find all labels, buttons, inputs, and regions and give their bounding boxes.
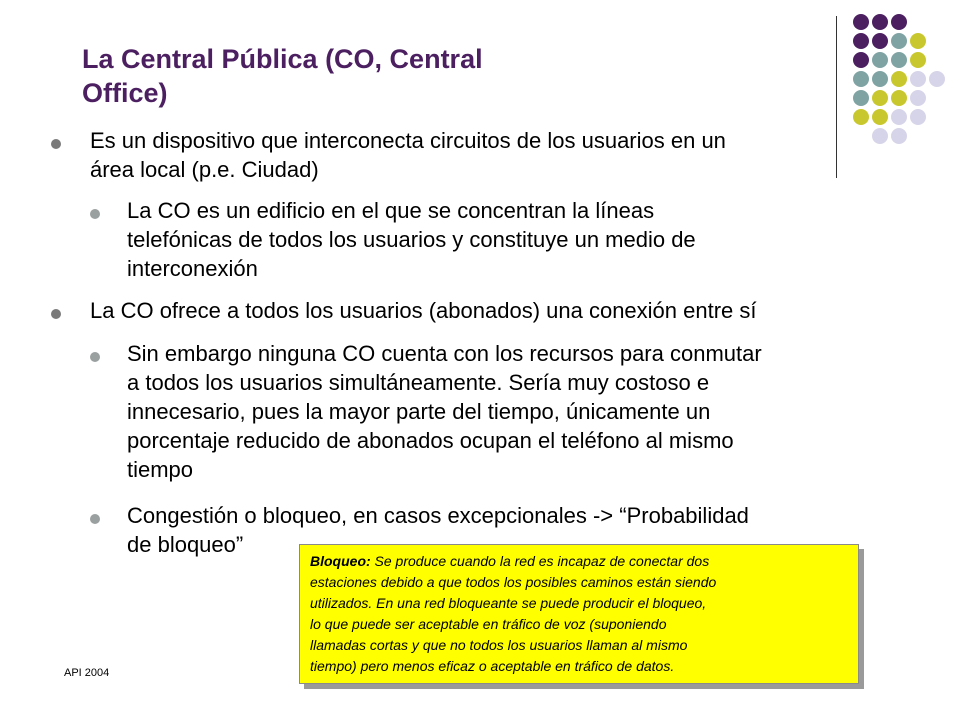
decorative-dot (853, 109, 869, 125)
decorative-vertical-line (836, 16, 837, 178)
decorative-dot (910, 90, 926, 106)
decorative-dot (872, 128, 888, 144)
footer-label: API 2004 (64, 667, 110, 679)
decorative-dot (891, 52, 907, 68)
decorative-dot (872, 109, 888, 125)
decorative-dot (853, 14, 869, 30)
callout-line: estaciones debido a que todos los posibles caminos están siendo (310, 574, 717, 590)
bullet-marker (90, 352, 100, 362)
decorative-dot (910, 33, 926, 49)
bullet-marker (51, 139, 61, 149)
decorative-dot (891, 14, 907, 30)
decorative-dot (872, 52, 888, 68)
bullet-line: interconexión (127, 256, 258, 281)
slide-title-line-1: La Central Pública (CO, Central (82, 44, 483, 74)
decorative-dot (910, 71, 926, 87)
decorative-dot (872, 71, 888, 87)
decorative-dot (910, 52, 926, 68)
callout-line-text: Se produce cuando la red es incapaz de conectar dos (370, 553, 710, 569)
slide-title-line-2: Office) (82, 78, 168, 108)
decorative-dot (872, 90, 888, 106)
decorative-dot (891, 90, 907, 106)
bullet-marker (90, 209, 100, 219)
decorative-dot (910, 109, 926, 125)
decorative-dot (891, 71, 907, 87)
callout-line: utilizados. En una red bloqueante se puede producir el bloqueo, (310, 595, 707, 611)
bullet-line: Congestión o bloqueo, en casos excepcionales -> “Probabilidad (127, 503, 749, 528)
decorative-dot (891, 128, 907, 144)
callout-box (299, 544, 859, 684)
bullet-line: de bloqueo” (127, 532, 244, 557)
callout-line: llamadas cortas y que no todos los usuarios llaman al mismo (310, 637, 688, 653)
decorative-dot (853, 71, 869, 87)
callout-line: tiempo) pero menos eficaz o aceptable en tráfico de datos. (310, 658, 675, 674)
decorative-dot (853, 52, 869, 68)
bullet-line: porcentaje reducido de abonados ocupan el teléfono al mismo (127, 428, 734, 453)
bullet-marker (90, 514, 100, 524)
bullet-line: área local (p.e. Ciudad) (90, 157, 319, 182)
decorative-dot (872, 14, 888, 30)
decorative-dot (891, 109, 907, 125)
decorative-dot (853, 33, 869, 49)
bullet-line: Sin embargo ninguna CO cuenta con los recursos para conmutar (127, 341, 762, 366)
bullet-marker (51, 309, 61, 319)
bullet-line: a todos los usuarios simultáneamente. Sería muy costoso e (127, 370, 710, 395)
slide-title (82, 42, 602, 110)
bullet-line: La CO es un edificio en el que se concentran la líneas (127, 198, 655, 223)
decorative-dot (853, 90, 869, 106)
bullet-line: Es un dispositivo que interconecta circuitos de los usuarios en un (90, 128, 726, 153)
bullet-line: telefónicas de todos los usuarios y constituye un medio de (127, 227, 696, 252)
callout-line: lo que puede ser aceptable en tráfico de voz (suponiendo (310, 616, 667, 632)
bullet-line: tiempo (127, 457, 194, 482)
callout-label: Bloqueo: (310, 553, 371, 569)
bullet-line: La CO ofrece a todos los usuarios (abonados) una conexión entre sí (90, 298, 757, 323)
decorative-dot (929, 71, 945, 87)
bullet-line: innecesario, pues la mayor parte del tiempo, únicamente un (127, 399, 711, 424)
decorative-dot (872, 33, 888, 49)
callout-line (310, 551, 850, 572)
decorative-dot (891, 33, 907, 49)
